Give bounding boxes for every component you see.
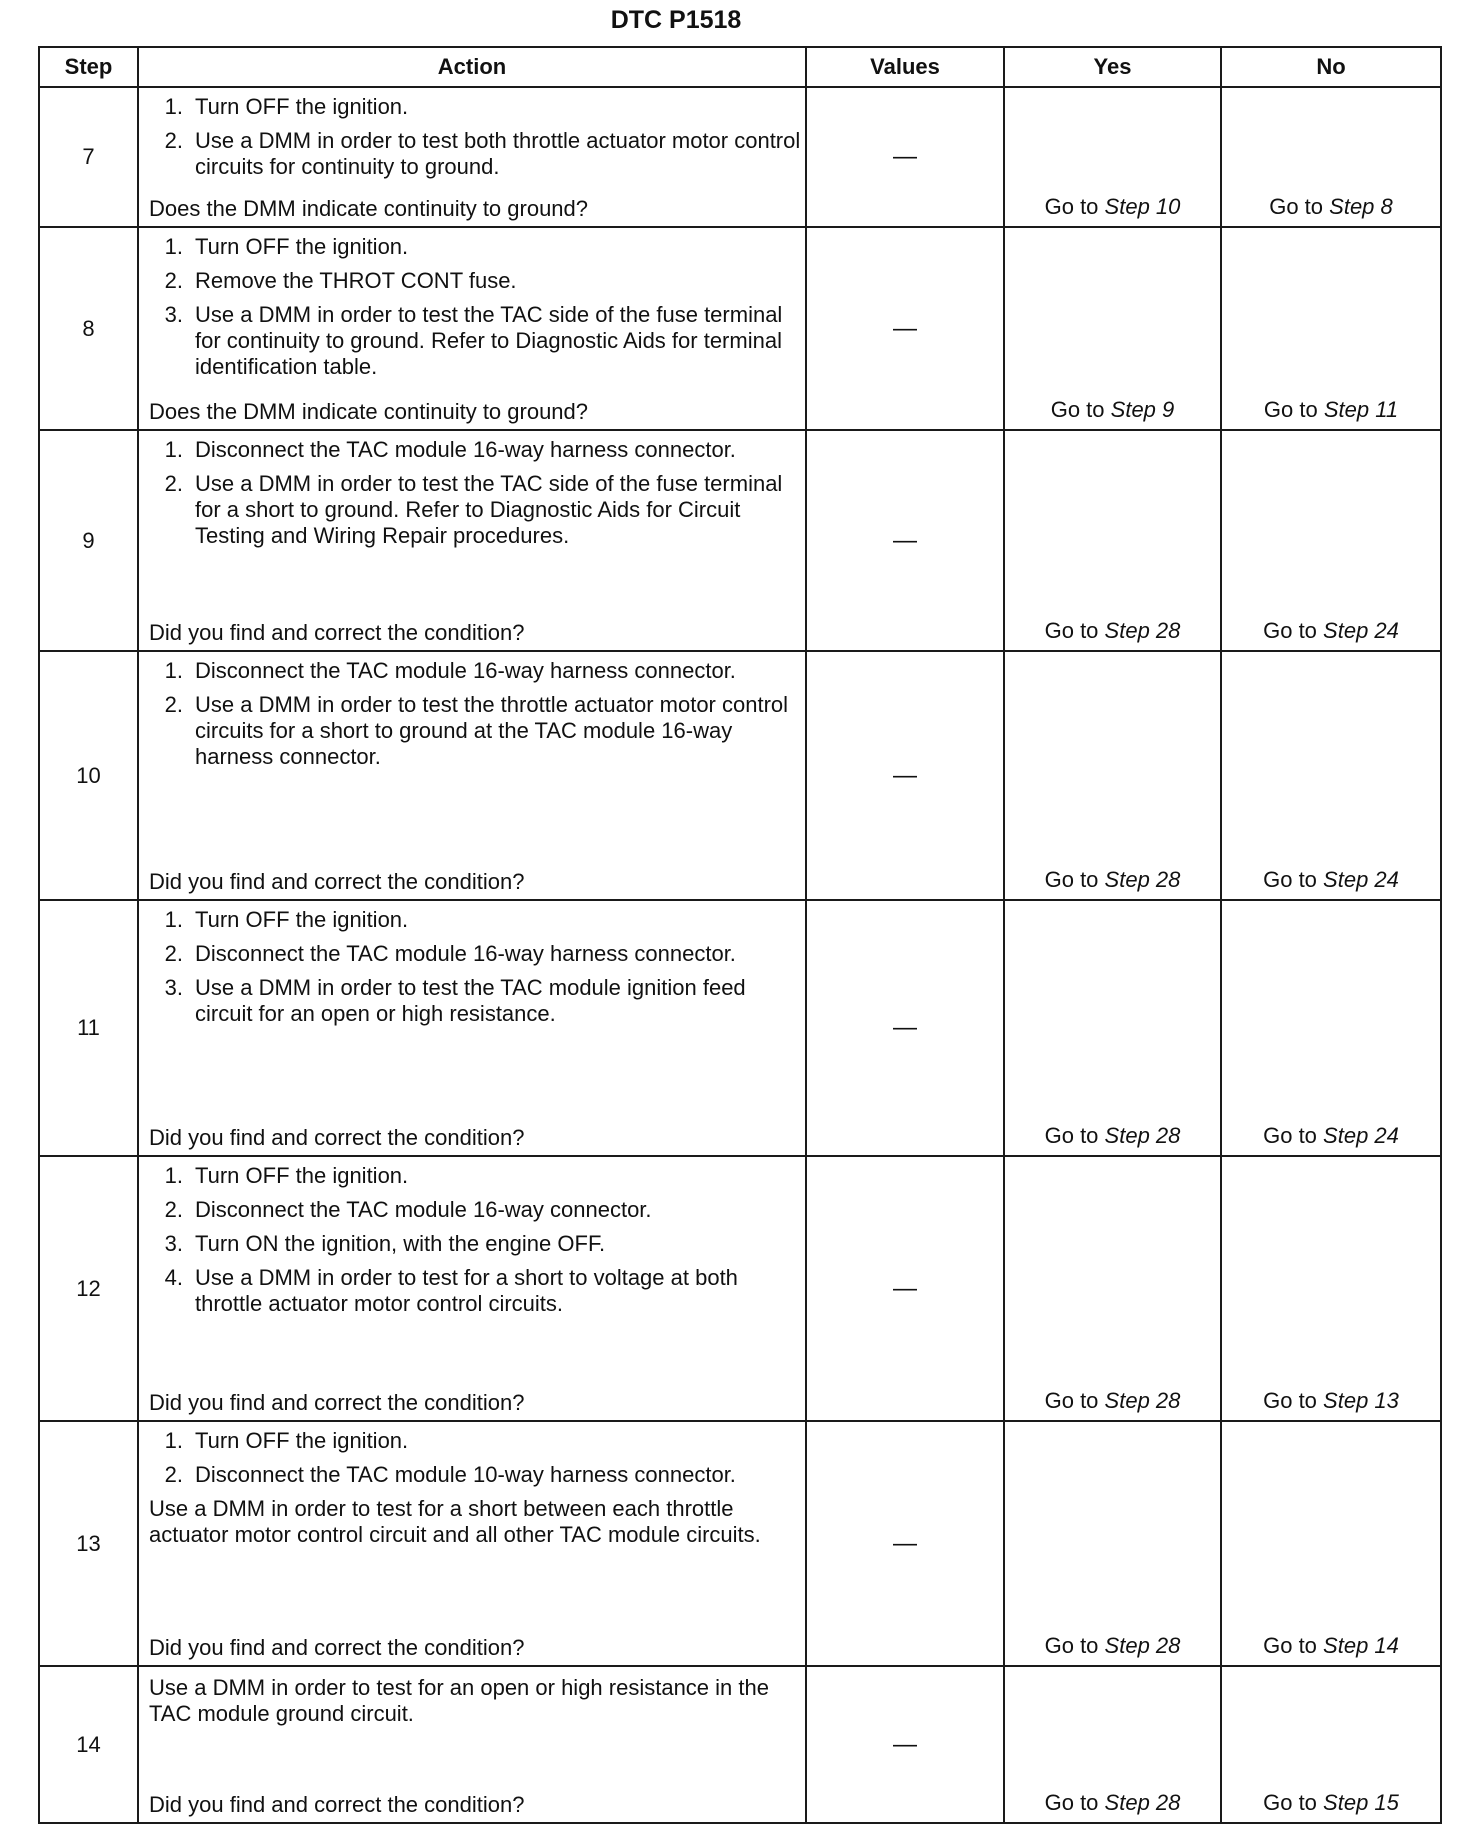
value-cell: — — [806, 1421, 1004, 1666]
action-note: Use a DMM in order to test for an open or high resistance in the TAC module ground circuit. — [149, 1675, 769, 1726]
action-question: Did you find and correct the condition? — [149, 869, 525, 894]
table-row — [39, 1421, 1441, 1666]
table-row — [39, 1666, 1441, 1823]
action-step-item — [149, 94, 801, 120]
action-step-item — [149, 658, 801, 684]
step-number: 13 — [39, 1421, 138, 1666]
goto-no-step-ref: Step 8 — [1329, 194, 1393, 219]
goto-no-cell — [1221, 900, 1441, 1156]
action-question: Did you find and correct the condition? — [149, 1125, 525, 1150]
goto-prefix: Go to — [1044, 1123, 1099, 1148]
step-number: 8 — [39, 227, 138, 430]
step-number: 14 — [39, 1666, 138, 1823]
action-step-number: 2. — [164, 1462, 183, 1487]
action-step-text: Turn OFF the ignition. — [195, 94, 409, 119]
action-step-number: 1. — [164, 1163, 183, 1188]
action-step-item — [149, 975, 801, 1027]
goto-yes-step-ref: Step 9 — [1110, 397, 1175, 422]
action-step-item — [149, 1231, 801, 1257]
goto-yes-step-ref: Step 28 — [1104, 867, 1181, 892]
step-number: 10 — [39, 651, 138, 900]
action-step-item — [149, 1428, 801, 1454]
value-cell: — — [806, 227, 1004, 430]
step-number: 9 — [39, 430, 138, 651]
goto-no-cell — [1221, 227, 1441, 430]
action-step-item — [149, 437, 801, 463]
goto-yes-step-ref: Step 28 — [1104, 1633, 1181, 1658]
goto-yes-cell — [1004, 1156, 1221, 1421]
goto-yes-step-ref: Step 10 — [1104, 194, 1181, 219]
action-step-item — [149, 268, 801, 294]
goto-no-step-ref: Step 24 — [1323, 1123, 1399, 1148]
goto-no-step-ref: Step 15 — [1323, 1790, 1399, 1815]
action-step-text: Use a DMM in order to test the TAC side of the fuse terminal for continuity to ground. Refer to Diagnostic Aids for terminal identification table. — [195, 302, 783, 379]
action-step-text: Turn OFF the ignition. — [195, 907, 409, 932]
table-row — [39, 87, 1441, 227]
header-action: Action — [138, 47, 806, 87]
goto-no-cell — [1221, 87, 1441, 227]
goto-no-cell — [1221, 1421, 1441, 1666]
action-step-number: 1. — [164, 1428, 183, 1453]
action-step-text: Turn ON the ignition, with the engine OFF. — [195, 1231, 606, 1256]
goto-prefix: Go to — [1044, 1633, 1099, 1658]
goto-prefix: Go to — [1044, 1388, 1099, 1413]
action-step-text: Remove the THROT CONT fuse. — [195, 268, 517, 293]
action-step-number: 1. — [164, 437, 183, 462]
action-step-text: Disconnect the TAC module 16-way harness connector. — [195, 437, 736, 462]
goto-yes-cell — [1004, 651, 1221, 900]
action-step-text: Use a DMM in order to test the TAC module ignition feed circuit for an open or high resistance. — [195, 975, 746, 1026]
goto-yes-cell — [1004, 900, 1221, 1156]
header-values: Values — [806, 47, 1004, 87]
action-question: Did you find and correct the condition? — [149, 620, 525, 645]
action-step-text: Use a DMM in order to test for a short to voltage at both throttle actuator motor control circuits. — [195, 1265, 738, 1316]
goto-yes-step-ref: Step 28 — [1104, 1388, 1181, 1413]
goto-prefix: Go to — [1044, 618, 1099, 643]
goto-yes-cell — [1004, 1421, 1221, 1666]
action-step-number: 1. — [164, 94, 183, 119]
action-steps-list — [149, 234, 801, 380]
action-steps-list — [149, 94, 801, 180]
action-cell — [138, 1156, 806, 1421]
action-step-item — [149, 471, 801, 549]
goto-prefix: Go to — [1263, 1388, 1317, 1413]
value-cell: — — [806, 1156, 1004, 1421]
action-step-text: Use a DMM in order to test the throttle actuator motor control circuits for a short to ground at the TAC module 16-way harness connector. — [195, 692, 789, 769]
table-row — [39, 1156, 1441, 1421]
action-step-text: Turn OFF the ignition. — [195, 234, 409, 259]
action-cell — [138, 900, 806, 1156]
value-cell: — — [806, 430, 1004, 651]
goto-prefix: Go to — [1263, 1123, 1317, 1148]
action-step-number: 2. — [164, 941, 183, 966]
action-question: Did you find and correct the condition? — [149, 1390, 525, 1415]
action-step-number: 4. — [164, 1265, 183, 1290]
value-cell: — — [806, 87, 1004, 227]
action-step-item — [149, 692, 801, 770]
action-cell — [138, 87, 806, 227]
action-step-number: 2. — [164, 268, 183, 293]
diagnostic-table — [38, 46, 1442, 1824]
table-row — [39, 227, 1441, 430]
value-cell: — — [806, 900, 1004, 1156]
action-question: Does the DMM indicate continuity to ground? — [149, 196, 589, 221]
value-cell: — — [806, 1666, 1004, 1823]
goto-prefix: Go to — [1263, 618, 1317, 643]
action-step-text: Disconnect the TAC module 16-way harness connector. — [195, 941, 736, 966]
action-steps-list — [149, 1428, 801, 1488]
action-step-item — [149, 128, 801, 180]
goto-prefix: Go to — [1044, 867, 1099, 892]
action-step-item — [149, 907, 801, 933]
action-question: Did you find and correct the condition? — [149, 1635, 525, 1660]
action-step-text: Disconnect the TAC module 16-way connector. — [195, 1197, 652, 1222]
goto-yes-cell — [1004, 430, 1221, 651]
action-step-number: 2. — [164, 692, 183, 717]
goto-yes-cell — [1004, 1666, 1221, 1823]
value-cell: — — [806, 651, 1004, 900]
action-step-item — [149, 1163, 801, 1189]
action-step-number: 3. — [164, 1231, 183, 1256]
action-step-text: Turn OFF the ignition. — [195, 1163, 409, 1188]
action-step-item — [149, 1197, 801, 1223]
table-row — [39, 430, 1441, 651]
action-step-text: Turn OFF the ignition. — [195, 1428, 409, 1453]
header-no: No — [1221, 47, 1441, 87]
table-row — [39, 651, 1441, 900]
goto-prefix: Go to — [1263, 1633, 1317, 1658]
step-number: 11 — [39, 900, 138, 1156]
goto-yes-cell — [1004, 87, 1221, 227]
action-cell — [138, 1421, 806, 1666]
action-step-number: 1. — [164, 234, 183, 259]
page-title: DTC P1518 — [610, 6, 742, 34]
goto-no-step-ref: Step 11 — [1323, 397, 1399, 422]
action-step-item — [149, 1265, 801, 1317]
goto-prefix: Go to — [1269, 194, 1324, 219]
action-cell — [138, 430, 806, 651]
goto-no-cell — [1221, 1666, 1441, 1823]
goto-yes-step-ref: Step 28 — [1104, 618, 1181, 643]
action-step-number: 1. — [164, 658, 183, 683]
action-step-item — [149, 1462, 801, 1488]
goto-no-step-ref: Step 24 — [1323, 867, 1399, 892]
step-number: 12 — [39, 1156, 138, 1421]
action-cell — [138, 227, 806, 430]
goto-yes-step-ref: Step 28 — [1104, 1123, 1181, 1148]
action-step-text: Disconnect the TAC module 10-way harness connector. — [195, 1462, 736, 1487]
goto-no-cell — [1221, 1156, 1441, 1421]
goto-prefix: Go to — [1263, 1790, 1317, 1815]
action-step-item — [149, 302, 801, 380]
step-number: 7 — [39, 87, 138, 227]
action-step-text: Use a DMM in order to test both throttle actuator motor control circuits for continuity to ground. — [195, 128, 801, 179]
action-step-text: Disconnect the TAC module 16-way harness connector. — [195, 658, 736, 683]
goto-no-step-ref: Step 24 — [1323, 618, 1399, 643]
action-question: Did you find and correct the condition? — [149, 1792, 525, 1817]
action-step-item — [149, 941, 801, 967]
goto-prefix: Go to — [1263, 397, 1318, 422]
table-row — [39, 900, 1441, 1156]
action-steps-list — [149, 907, 801, 1027]
header-step: Step — [39, 47, 138, 87]
goto-no-cell — [1221, 430, 1441, 651]
goto-prefix: Go to — [1263, 867, 1317, 892]
action-step-text: Use a DMM in order to test the TAC side of the fuse terminal for a short to ground. Refer to Diagnostic Aids for Circuit Testing and Wiring Repair procedures. — [195, 471, 783, 548]
goto-prefix: Go to — [1044, 194, 1099, 219]
action-question: Does the DMM indicate continuity to ground? — [149, 399, 589, 424]
action-cell — [138, 1666, 806, 1823]
header-yes: Yes — [1004, 47, 1221, 87]
goto-no-step-ref: Step 14 — [1323, 1633, 1399, 1658]
action-steps-list — [149, 658, 801, 770]
goto-no-cell — [1221, 651, 1441, 900]
action-step-number: 1. — [164, 907, 183, 932]
action-steps-list — [149, 437, 801, 549]
action-step-number: 3. — [164, 975, 183, 1000]
action-step-item — [149, 234, 801, 260]
action-note: Use a DMM in order to test for a short between each throttle actuator motor control circuit and all other TAC module circuits. — [149, 1496, 761, 1547]
action-step-number: 3. — [164, 302, 183, 327]
header-row — [39, 47, 1441, 87]
goto-yes-step-ref: Step 28 — [1104, 1790, 1181, 1815]
action-step-number: 2. — [164, 471, 183, 496]
action-step-number: 2. — [164, 1197, 183, 1222]
action-steps-list — [149, 1163, 801, 1317]
goto-yes-cell — [1004, 227, 1221, 430]
goto-prefix: Go to — [1050, 397, 1105, 422]
goto-no-step-ref: Step 13 — [1323, 1388, 1399, 1413]
action-step-number: 2. — [164, 128, 183, 153]
goto-prefix: Go to — [1044, 1790, 1099, 1815]
action-cell — [138, 651, 806, 900]
